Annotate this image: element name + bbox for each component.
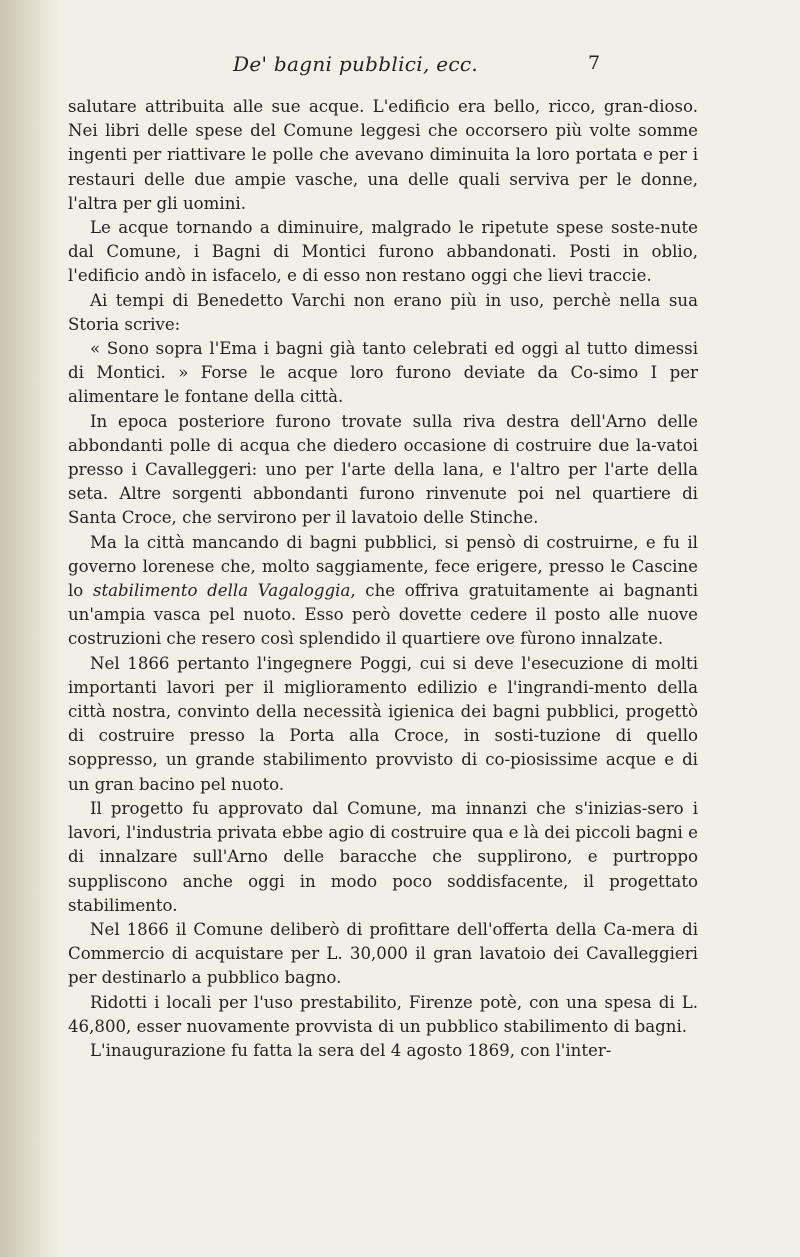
body-text [68,95,698,1063]
paragraph-3: Ai tempi di Benedetto Varchi non erano più in uso, perchè nella sua Storia scrive: [68,290,698,334]
paragraph-6-italic-title: stabilimento della Vagaloggia [92,581,351,601]
paragraph-1: salutare attribuita alle sue acque. L'edificio era bello, ricco, gran-dioso. Nei libri delle spese del Comune leggesi che occorsero più volte somme ingenti per riattivare le polle che avevano diminuita la loro portata e per i restauri delle due ampie vasche, una delle quali serviva per le donne, l'altra per gli uomini. [68,97,698,213]
page-edge-shadow [0,0,60,1257]
running-title: De' bagni pubblici, ecc. [233,52,479,76]
paragraph-4-quote: « Sono sopra l'Ema i bagni già tanto celebrati ed oggi al tutto dimessi di Montici. » Forse le acque loro furono deviate da Co-simo I per alimentare le fontane della città. [68,339,698,407]
paragraph-5: In epoca posteriore furono trovate sulla riva destra dell'Arno delle abbondanti polle di acqua che diedero occasione di costruire due la-vatoi presso i Cavalleggeri: uno per l'arte della lana, e l'altro per l'arte della seta. Altre sorgenti abbondanti furono rinvenute poi nel quartiere di Santa Croce, che servirono per il lavatoio delle Stinche. [68,411,698,528]
paragraph-10: Ridotti i locali per l'uso prestabilito, Firenze potè, con una spesa di L. 46,800, esser nuovamente provvista di un pubblico stabilimento di bagni. [68,992,698,1036]
paragraph-6 [68,531,698,652]
paragraph-9: Nel 1866 il Comune deliberò di profittare dell'offerta della Ca-mera di Commercio di acquistare per L. 30,000 il gran lavatoio dei Cavalleggieri per destinarlo a pubblico bagno. [68,919,698,988]
page-header [0,52,800,82]
paragraph-6-part-a: Ma la città mancando di bagni pubblici, si pensò di costruirne, e fu il governo lorenese che, molto saggiamente, fece erigere, presso le Cascine lo [68,532,698,601]
page-number: 7 [588,52,601,74]
paragraph-6-part-b: , che offriva gratuitamente ai bagnanti un'ampia vasca pel nuoto. Esso però dovette cedere il posto alle nuove costruzioni che resero così splendido il quartiere ove fùrono innalzate. [68,581,699,649]
paragraph-2: Le acque tornando a diminuire, malgrado le ripetute spese soste-nute dal Comune, i Bagni di Montici furono abbandonati. Posti in oblio, l'edificio andò in isfacelo, e di esso non restano oggi che lievi traccie. [68,218,698,286]
paragraph-7: Nel 1866 pertanto l'ingegnere Poggi, cui si deve l'esecuzione di molti importanti lavori per il miglioramento edilizio e l'ingrandi-mento della città nostra, convinto della necessità igienica dei bagni pubblici, progettò di costruire presso la Porta alla Croce, in sosti-tuzione di quello soppresso, un grande stabilimento provvisto di co-piosissime acque e di un gran bacino pel nuoto. [68,653,698,794]
paragraph-11: L'inaugurazione fu fatta la sera del 4 agosto 1869, con l'inter- [90,1040,612,1060]
paragraph-8: Il progetto fu approvato dal Comune, ma innanzi che s'inizias-sero i lavori, l'industria privata ebbe agio di costruire qua e là dei piccoli bagni e di innalzare sull'Arno delle baracche che supplirono, e purtroppo suppliscono anche oggi in modo poco soddisfacente, il progettato stabilimento. [68,798,698,915]
